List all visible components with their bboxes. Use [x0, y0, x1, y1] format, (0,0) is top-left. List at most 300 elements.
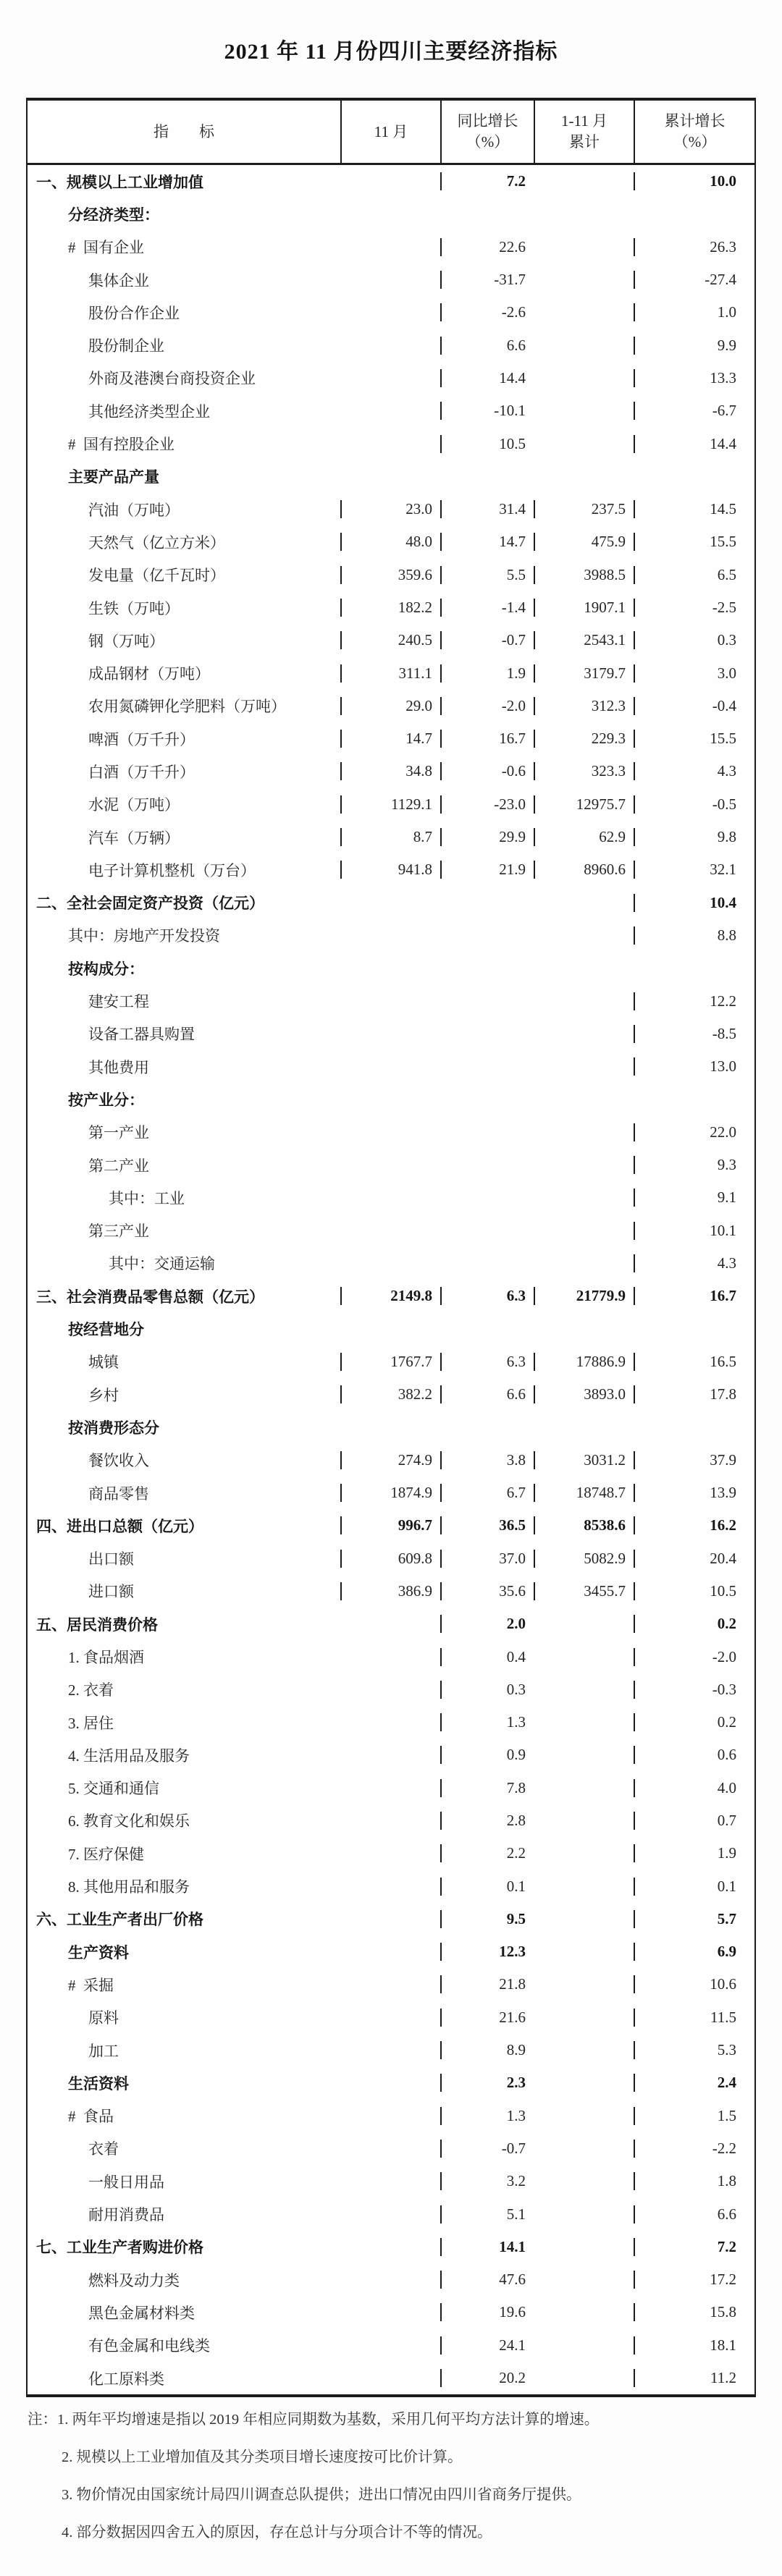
- value-cell: 11.5: [634, 2009, 754, 2027]
- table-row: [28, 690, 754, 722]
- value-cell: 3893.0: [534, 1385, 634, 1403]
- value-cell: 23.0: [340, 500, 440, 518]
- indicator-cell: 2. 衣着: [68, 1681, 114, 1699]
- table-row: [28, 1804, 754, 1837]
- value-cell: 3.2: [440, 2172, 534, 2190]
- value-cell: 14.4: [634, 435, 754, 453]
- value-cell: 0.3: [634, 631, 754, 649]
- indicator-cell: 餐饮收入: [88, 1452, 149, 1470]
- table-row: [28, 460, 754, 493]
- header-month-label: 11 月: [374, 122, 408, 140]
- value-cell: 14.1: [440, 2238, 534, 2256]
- indicator-cell: 按产业分：: [68, 1091, 144, 1109]
- indicator-cell: 第三产业: [88, 1222, 149, 1241]
- value-cell: 12.3: [440, 1943, 534, 1961]
- table-row: [28, 2100, 754, 2132]
- table-row: [28, 1378, 754, 1411]
- table-row: [28, 2001, 754, 2034]
- value-cell: 26.3: [634, 238, 754, 256]
- value-cell: -10.1: [440, 402, 534, 420]
- value-cell: 1129.1: [340, 795, 440, 814]
- value-cell: 5.7: [634, 1910, 754, 1928]
- value-cell: 1.9: [634, 1844, 754, 1862]
- value-cell: 1907.1: [534, 599, 634, 617]
- indicator-cell: 五、居民消费价格: [36, 1616, 158, 1634]
- table-row: [28, 1280, 754, 1312]
- indicator-cell: 一、规模以上工业增加值: [36, 173, 203, 191]
- table-row: [28, 559, 754, 591]
- value-cell: 36.5: [440, 1516, 534, 1534]
- value-cell: 359.6: [340, 566, 440, 584]
- value-cell: 2.0: [440, 1615, 534, 1633]
- header-indicator: [28, 101, 340, 163]
- value-cell: 6.3: [440, 1353, 534, 1371]
- indicator-cell: # 食品: [68, 2108, 114, 2126]
- value-cell: 6.5: [634, 566, 754, 584]
- indicator-cell: # 国有控股企业: [68, 436, 175, 454]
- header-cumulative-growth-line2: （%）: [673, 133, 717, 151]
- value-cell: 941.8: [340, 861, 440, 879]
- indicator-cell: 一般日用品: [88, 2173, 164, 2191]
- value-cell: 7.8: [440, 1779, 534, 1797]
- note-item: 2. 规模以上工业增加值及其分类项目增长速度按可比价计算。: [62, 2449, 463, 2465]
- indicator-cell: 按经营地分: [68, 1321, 144, 1339]
- indicator-cell: 水泥（万吨）: [88, 796, 180, 814]
- notes-label: 注：: [28, 2412, 57, 2428]
- table-row: [28, 656, 754, 689]
- value-cell: 1.0: [634, 303, 754, 321]
- value-cell: 1.9: [440, 664, 534, 683]
- value-cell: 16.7: [634, 1287, 754, 1305]
- value-cell: -6.7: [634, 402, 754, 420]
- value-cell: 4.3: [634, 1254, 754, 1272]
- value-cell: 10.0: [634, 172, 754, 190]
- indicator-cell: 乡村: [88, 1386, 119, 1404]
- indicator-cell: 第二产业: [88, 1157, 149, 1175]
- indicator-cell: 钢（万吨）: [88, 632, 164, 650]
- indicator-cell: 按消费形态分: [68, 1419, 159, 1437]
- page-title: 2021 年 11 月份四川主要经济指标: [224, 40, 558, 64]
- indicator-cell: 8. 其他用品和服务: [68, 1878, 190, 1896]
- value-cell: 5.5: [440, 566, 534, 584]
- value-cell: 229.3: [534, 730, 634, 748]
- value-cell: 6.6: [634, 2205, 754, 2224]
- value-cell: 21.9: [440, 861, 534, 879]
- value-cell: 15.8: [634, 2303, 754, 2321]
- value-cell: 2543.1: [534, 631, 634, 649]
- value-cell: -8.5: [634, 1025, 754, 1043]
- value-cell: 0.2: [634, 1615, 754, 1633]
- table-row: [28, 1706, 754, 1739]
- indicator-cell: 生铁（万吨）: [88, 599, 180, 617]
- value-cell: 37.9: [634, 1451, 754, 1469]
- value-cell: -2.0: [634, 1648, 754, 1666]
- value-cell: 5082.9: [534, 1550, 634, 1568]
- table-row: [28, 952, 754, 984]
- indicator-cell: 七、工业生产者购进价格: [36, 2239, 203, 2257]
- value-cell: -0.4: [634, 697, 754, 715]
- table-row: [28, 394, 754, 427]
- indicator-cell: 电子计算机整机（万台）: [88, 861, 256, 879]
- indicator-cell: 出口额: [88, 1550, 134, 1568]
- value-cell: 10.5: [634, 1582, 754, 1600]
- table-row: [28, 1837, 754, 1870]
- value-cell: 6.6: [440, 1385, 534, 1403]
- value-cell: 4.0: [634, 1779, 754, 1797]
- value-cell: 5.3: [634, 2041, 754, 2059]
- indicator-cell: 农用氮磷钾化学肥料（万吨）: [88, 698, 286, 716]
- indicator-cell: 其他费用: [88, 1058, 149, 1076]
- value-cell: 2.8: [440, 1812, 534, 1830]
- value-cell: -2.6: [440, 303, 534, 321]
- note-item: 3. 物价情况由国家统计局四川调查总队提供；进出口情况由四川省商务厅提供。: [62, 2487, 581, 2503]
- table-row: [28, 887, 754, 919]
- table-row: [28, 2034, 754, 2066]
- table-row: [28, 1640, 754, 1673]
- table-row: [28, 263, 754, 296]
- value-cell: 11.2: [634, 2369, 754, 2387]
- table-row: [28, 2132, 754, 2165]
- value-cell: 0.4: [440, 1648, 534, 1666]
- indicator-cell: 1. 食品烟酒: [68, 1649, 144, 1666]
- table-row: [28, 2231, 754, 2263]
- value-cell: 6.3: [440, 1287, 534, 1305]
- value-cell: 1767.7: [340, 1353, 440, 1371]
- value-cell: 3988.5: [534, 566, 634, 584]
- indicator-cell: 3. 居住: [68, 1714, 114, 1732]
- value-cell: 9.3: [634, 1156, 754, 1174]
- value-cell: 18748.7: [534, 1484, 634, 1502]
- indicator-cell: 4. 生活用品及服务: [68, 1747, 190, 1765]
- value-cell: -2.5: [634, 599, 754, 617]
- indicator-cell: 生产资料: [68, 1943, 129, 1961]
- indicator-cell: 生活资料: [68, 2074, 129, 2093]
- value-cell: 323.3: [534, 762, 634, 780]
- value-cell: 609.8: [340, 1550, 440, 1568]
- indicator-cell: 耐用消费品: [88, 2206, 164, 2224]
- value-cell: 9.1: [634, 1188, 754, 1207]
- table-row: [28, 2329, 754, 2362]
- indicator-cell: 原料: [88, 2009, 119, 2027]
- value-cell: 2.4: [634, 2074, 754, 2092]
- indicator-cell: 二、全社会固定资产投资（亿元）: [36, 895, 264, 913]
- value-cell: 21.6: [440, 2009, 534, 2027]
- value-cell: 14.7: [340, 730, 440, 748]
- value-cell: 2.2: [440, 1844, 534, 1862]
- header-yoy-growth: [440, 101, 534, 163]
- indicator-cell: 设备工器具购置: [88, 1026, 195, 1044]
- table-row: [28, 2263, 754, 2296]
- indicator-cell: 啤酒（万千升）: [88, 730, 195, 748]
- value-cell: 16.2: [634, 1516, 754, 1534]
- table-row: [28, 1772, 754, 1804]
- table-row: [28, 1312, 754, 1345]
- table-row: [28, 2197, 754, 2230]
- indicator-cell: 汽车（万辆）: [88, 829, 180, 847]
- value-cell: 16.7: [440, 730, 534, 748]
- value-cell: 0.1: [440, 1878, 534, 1896]
- value-cell: 13.3: [634, 369, 754, 387]
- value-cell: 4.3: [634, 762, 754, 780]
- indicator-cell: 成品钢材（万吨）: [88, 665, 210, 683]
- table-row: [28, 1215, 754, 1247]
- value-cell: 1.3: [440, 1713, 534, 1731]
- value-cell: 8538.6: [534, 1516, 634, 1534]
- indicator-cell: # 采掘: [68, 1976, 114, 1994]
- value-cell: 18.1: [634, 2336, 754, 2355]
- value-cell: 382.2: [340, 1385, 440, 1403]
- table-row: [28, 919, 754, 952]
- note-row: [28, 2448, 754, 2467]
- value-cell: 17.2: [634, 2271, 754, 2289]
- value-cell: 274.9: [340, 1451, 440, 1469]
- value-cell: -0.6: [440, 762, 534, 780]
- table-row: [28, 362, 754, 394]
- header-yoy-line1: 同比增长: [457, 112, 518, 130]
- value-cell: -0.7: [440, 631, 534, 649]
- value-cell: 21779.9: [534, 1287, 634, 1305]
- value-cell: 6.9: [634, 1943, 754, 1961]
- indicator-cell: 其中：房地产开发投资: [68, 927, 220, 945]
- value-cell: 22.6: [440, 238, 534, 256]
- value-cell: 12975.7: [534, 795, 634, 814]
- value-cell: 16.5: [634, 1353, 754, 1371]
- indicator-cell: 四、进出口总额（亿元）: [36, 1517, 203, 1535]
- table-row: [28, 1116, 754, 1149]
- value-cell: 15.5: [634, 730, 754, 748]
- indicator-cell: 按构成分：: [68, 960, 144, 978]
- table-row: [28, 427, 754, 460]
- value-cell: 2.3: [440, 2074, 534, 2092]
- value-cell: 1.3: [440, 2107, 534, 2125]
- value-cell: 1.8: [634, 2172, 754, 2190]
- table-row: [28, 1411, 754, 1443]
- table-row: [28, 591, 754, 624]
- value-cell: 12.2: [634, 992, 754, 1010]
- value-cell: 3179.7: [534, 664, 634, 683]
- table-row: [28, 1444, 754, 1477]
- value-cell: 3031.2: [534, 1451, 634, 1469]
- value-cell: 14.4: [440, 369, 534, 387]
- value-cell: 240.5: [340, 631, 440, 649]
- value-cell: -1.4: [440, 599, 534, 617]
- header-yoy-line2: （%）: [466, 133, 510, 151]
- value-cell: 47.6: [440, 2271, 534, 2289]
- indicator-cell: 化工原料类: [88, 2370, 164, 2388]
- table-row: [28, 1968, 754, 2001]
- value-cell: 311.1: [340, 664, 440, 683]
- note-row: [28, 2486, 754, 2505]
- value-cell: 15.5: [634, 533, 754, 551]
- indicator-cell: 主要产品产量: [68, 468, 159, 486]
- value-cell: 6.7: [440, 1484, 534, 1502]
- value-cell: 10.5: [440, 435, 534, 453]
- indicator-cell: 城镇: [88, 1354, 119, 1372]
- value-cell: 1.5: [634, 2107, 754, 2125]
- indicator-cell: 天然气（亿立方米）: [88, 533, 225, 552]
- indicator-cell: 进口额: [88, 1583, 134, 1601]
- value-cell: 182.2: [340, 599, 440, 617]
- value-cell: 29.9: [440, 828, 534, 846]
- table-row: [28, 1247, 754, 1280]
- note-row: [28, 2523, 754, 2543]
- value-cell: 6.6: [440, 337, 534, 355]
- indicator-cell: 外商及港澳台商投资企业: [88, 370, 256, 388]
- indicator-cell: 汽油（万吨）: [88, 501, 180, 519]
- indicator-cell: 白酒（万千升）: [88, 763, 195, 781]
- value-cell: 10.1: [634, 1222, 754, 1240]
- indicator-cell: 7. 医疗保健: [68, 1845, 144, 1863]
- header-month: [340, 101, 440, 163]
- indicator-cell: 5. 交通和通信: [68, 1780, 159, 1798]
- indicator-cell: 其中：工业: [109, 1189, 185, 1207]
- table-row: [28, 1181, 754, 1214]
- table-row: [28, 1509, 754, 1542]
- table-row: [28, 296, 754, 329]
- value-cell: 386.9: [340, 1582, 440, 1600]
- value-cell: 7.2: [440, 172, 534, 190]
- indicator-cell: 衣着: [88, 2140, 119, 2158]
- value-cell: 1874.9: [340, 1484, 440, 1502]
- table-row: [28, 788, 754, 821]
- value-cell: -0.5: [634, 795, 754, 814]
- table-row: [28, 1673, 754, 1706]
- table-row: [28, 525, 754, 558]
- value-cell: -31.7: [440, 271, 534, 289]
- value-cell: 3455.7: [534, 1582, 634, 1600]
- indicator-cell: # 国有企业: [68, 239, 144, 257]
- value-cell: 20.2: [440, 2369, 534, 2387]
- table-row: [28, 1608, 754, 1640]
- value-cell: 32.1: [634, 861, 754, 879]
- value-cell: 8960.6: [534, 861, 634, 879]
- value-cell: 0.2: [634, 1713, 754, 1731]
- table-row: [28, 2296, 754, 2328]
- table-row: [28, 1542, 754, 1574]
- value-cell: 10.4: [634, 894, 754, 912]
- value-cell: 8.9: [440, 2041, 534, 2059]
- table-row: [28, 1050, 754, 1083]
- indicator-cell: 股份制企业: [88, 337, 164, 355]
- table-row: [28, 722, 754, 755]
- value-cell: 22.0: [634, 1123, 754, 1141]
- header-cumulative-growth-line1: 累计增长: [664, 112, 726, 130]
- table-row: [28, 231, 754, 263]
- header-cumulative-growth: [634, 101, 754, 163]
- indicator-cell: 加工: [88, 2042, 119, 2060]
- value-cell: 237.5: [534, 500, 634, 518]
- value-cell: 7.2: [634, 2238, 754, 2256]
- value-cell: 35.6: [440, 1582, 534, 1600]
- table-row: [28, 2362, 754, 2394]
- indicator-cell: 其他经济类型企业: [88, 402, 210, 421]
- table-header-row: [28, 101, 754, 165]
- table-row: [28, 1903, 754, 1935]
- value-cell: 8.8: [634, 926, 754, 945]
- value-cell: 21.8: [440, 1975, 534, 1993]
- table-row: [28, 1870, 754, 1902]
- notes-section: [28, 2410, 754, 2561]
- value-cell: 19.6: [440, 2303, 534, 2321]
- table-row: [28, 624, 754, 656]
- table-row: [28, 2066, 754, 2099]
- value-cell: 0.7: [634, 1812, 754, 1830]
- value-cell: 2149.8: [340, 1287, 440, 1305]
- value-cell: 3.8: [440, 1451, 534, 1469]
- value-cell: 17.8: [634, 1385, 754, 1403]
- value-cell: 9.9: [634, 337, 754, 355]
- value-cell: 0.3: [440, 1681, 534, 1699]
- table-row: [28, 1935, 754, 1968]
- header-cumulative: [534, 101, 634, 163]
- value-cell: 996.7: [340, 1516, 440, 1534]
- indicator-cell: 发电量（亿千瓦时）: [88, 567, 225, 585]
- indicator-cell: 三、社会消费品零售总额（亿元）: [36, 1288, 264, 1306]
- value-cell: 10.6: [634, 1975, 754, 1993]
- note-item: 1. 两年平均增速是指以 2019 年相应同期数为基数，采用几何平均方法计算的增速。: [57, 2412, 600, 2428]
- header-indicator-label: 指 标: [154, 122, 214, 140]
- table-row: [28, 1149, 754, 1181]
- value-cell: 34.8: [340, 762, 440, 780]
- table-row: [28, 1018, 754, 1050]
- indicator-cell: 股份合作企业: [88, 304, 180, 322]
- value-cell: 5.1: [440, 2205, 534, 2224]
- indicator-cell: 集体企业: [88, 271, 149, 290]
- value-cell: 13.0: [634, 1057, 754, 1076]
- value-cell: -27.4: [634, 271, 754, 289]
- table-row: [28, 1477, 754, 1509]
- value-cell: -2.2: [634, 2140, 754, 2158]
- value-cell: 20.4: [634, 1550, 754, 1568]
- table-row: [28, 1739, 754, 1771]
- table-row: [28, 2165, 754, 2197]
- table-row: [28, 1575, 754, 1608]
- value-cell: -0.3: [634, 1681, 754, 1699]
- table-row: [28, 821, 754, 853]
- table-row: [28, 755, 754, 787]
- value-cell: 13.9: [634, 1484, 754, 1502]
- value-cell: 17886.9: [534, 1353, 634, 1371]
- table-body: [28, 165, 754, 2394]
- header-cumulative-line1: 1-11 月: [561, 112, 607, 130]
- value-cell: 14.7: [440, 533, 534, 551]
- value-cell: 0.9: [440, 1746, 534, 1764]
- indicator-cell: 商品零售: [88, 1485, 149, 1503]
- indicator-cell: 第一产业: [88, 1124, 149, 1142]
- value-cell: 9.5: [440, 1910, 534, 1928]
- indicator-cell: 建安工程: [88, 993, 149, 1011]
- table-row: [28, 984, 754, 1017]
- indicators-table: [26, 98, 756, 2397]
- value-cell: 62.9: [534, 828, 634, 846]
- value-cell: 14.5: [634, 500, 754, 518]
- value-cell: 0.1: [634, 1878, 754, 1896]
- indicator-cell: 六、工业生产者出厂价格: [36, 1911, 203, 1929]
- table-row: [28, 493, 754, 525]
- table-row: [28, 1346, 754, 1378]
- table-row: [28, 853, 754, 886]
- indicator-cell: 有色金属和电线类: [88, 2337, 210, 2355]
- value-cell: 29.0: [340, 697, 440, 715]
- indicator-cell: 分经济类型：: [68, 206, 159, 224]
- value-cell: 31.4: [440, 500, 534, 518]
- value-cell: 3.0: [634, 664, 754, 683]
- note-row: [28, 2410, 754, 2430]
- value-cell: -23.0: [440, 795, 534, 814]
- value-cell: 9.8: [634, 828, 754, 846]
- value-cell: 37.0: [440, 1550, 534, 1568]
- note-item: 4. 部分数据因四舍五入的原因，存在总计与分项合计不等的情况。: [62, 2525, 492, 2541]
